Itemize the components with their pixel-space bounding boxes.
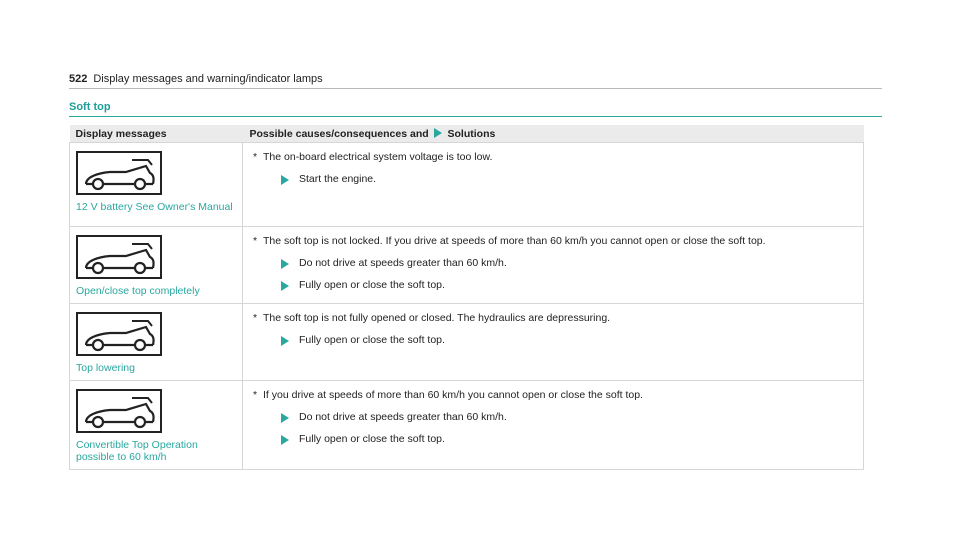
display-messages-table xyxy=(69,125,864,470)
solution-arrow-icon xyxy=(281,413,289,423)
section-title: Soft top xyxy=(69,101,882,117)
solution-item xyxy=(253,279,853,292)
solution-arrow-icon xyxy=(281,175,289,185)
solution-arrow-icon xyxy=(281,281,289,291)
cause-cell xyxy=(243,381,864,470)
col-header-causes-solutions xyxy=(243,125,864,143)
solution-item xyxy=(253,257,853,270)
solution-text: Fully open or close the soft top. xyxy=(299,279,445,291)
solution-item xyxy=(253,334,853,347)
col-header-solutions-label: Solutions xyxy=(447,127,496,140)
table-header-row xyxy=(70,125,864,143)
cause-cell xyxy=(243,227,864,304)
solution-arrow-icon xyxy=(281,336,289,346)
solution-arrow-icon xyxy=(281,435,289,445)
solution-text: Fully open or close the soft top. xyxy=(299,433,445,445)
table-row xyxy=(70,143,864,227)
display-message-cell xyxy=(70,227,243,304)
table-row xyxy=(70,304,864,381)
solution-text: Do not drive at speeds greater than 60 km/h. xyxy=(299,257,507,269)
cause-marker: * xyxy=(253,235,258,247)
page-header xyxy=(69,73,882,89)
solution-text: Do not drive at speeds greater than 60 km/h. xyxy=(299,411,507,423)
display-message-cell xyxy=(70,143,243,227)
cause-cell xyxy=(243,304,864,381)
page-header-title: Display messages and warning/indicator lamps xyxy=(93,73,323,85)
table-row xyxy=(70,381,864,470)
solution-arrow-icon xyxy=(434,128,442,138)
cause-text: If you drive at speeds of more than 60 km/h you cannot open or close the soft top. xyxy=(263,389,643,401)
cause-marker: * xyxy=(253,389,258,401)
cause-cell xyxy=(243,143,864,227)
display-message-text: Top lowering xyxy=(76,362,135,374)
solution-item xyxy=(253,433,853,446)
display-message-cell xyxy=(70,304,243,381)
convertible-car-icon xyxy=(76,312,162,356)
table-row xyxy=(70,227,864,304)
solution-arrow-icon xyxy=(281,259,289,269)
display-message-text: Convertible Top Operation possible to 60 km/h xyxy=(76,439,198,463)
display-message-cell xyxy=(70,381,243,470)
cause-text: The on-board electrical system voltage is too low. xyxy=(263,151,493,163)
display-message-text: 12 V battery See Owner's Manual xyxy=(76,201,233,213)
solution-text: Start the engine. xyxy=(299,173,377,185)
convertible-car-icon xyxy=(76,151,162,195)
solution-item xyxy=(253,411,853,424)
cause-marker: * xyxy=(253,151,258,163)
cause-text: The soft top is not locked. If you drive at speeds of more than 60 km/h you cannot open or close the soft top. xyxy=(263,235,766,247)
display-message-text: Open/close top completely xyxy=(76,285,200,297)
solution-text: Fully open or close the soft top. xyxy=(299,334,445,346)
convertible-car-icon xyxy=(76,389,162,433)
convertible-car-icon xyxy=(76,235,162,279)
col-header-causes-label: Possible causes/consequences and xyxy=(249,127,429,140)
col-header-display-messages: Display messages xyxy=(70,125,243,143)
cause-text: The soft top is not fully opened or closed. The hydraulics are depressuring. xyxy=(263,312,611,324)
cause-marker: * xyxy=(253,312,258,324)
page-number: 522 xyxy=(69,73,88,85)
solution-item xyxy=(253,173,853,186)
